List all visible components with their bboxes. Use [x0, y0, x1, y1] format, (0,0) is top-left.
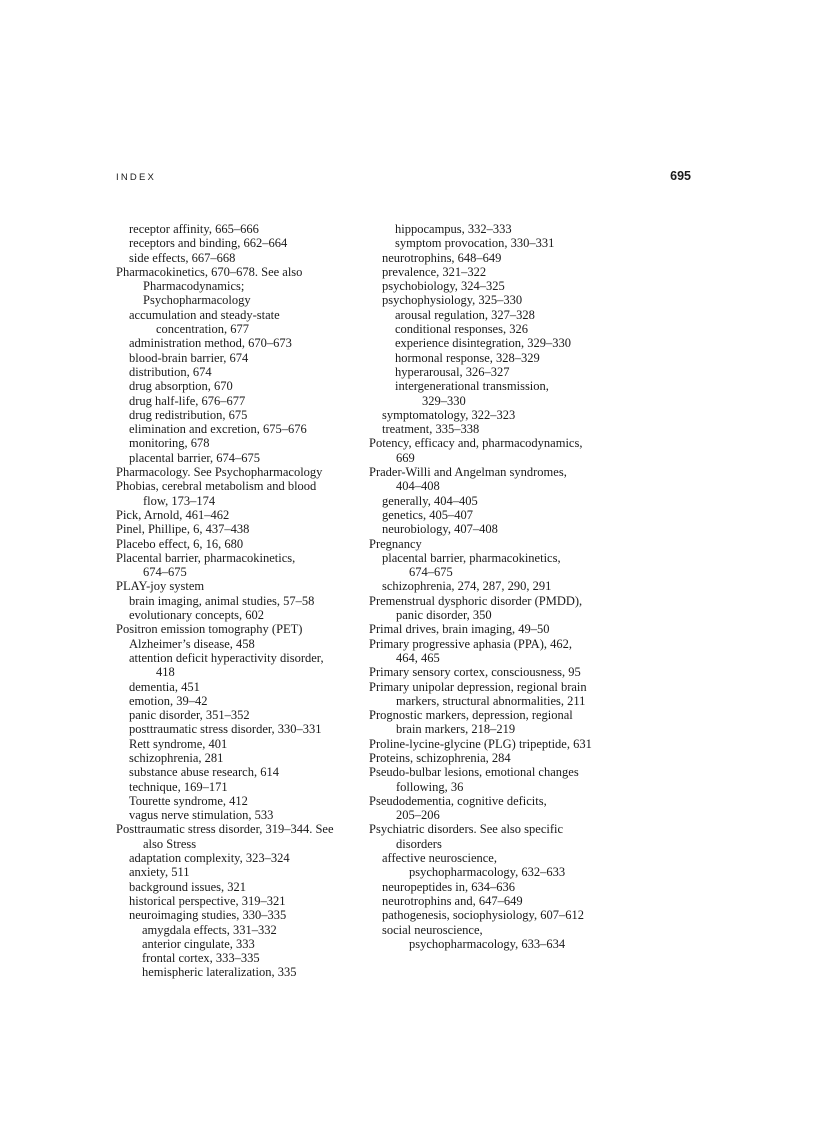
index-subentry: experience disintegration, 329–330 [395, 336, 571, 351]
index-subentry: receptor affinity, 665–666 [129, 222, 259, 236]
index-entry: Positron emission tomography (PET) [116, 622, 303, 637]
index-subentry: elimination and excretion, 675–676 [129, 422, 307, 437]
index-subentry: psychophysiology, 325–330 [382, 293, 523, 308]
index-subentry: neurobiology, 407–408 [382, 522, 498, 537]
index-subentry: anxiety, 511 [129, 865, 190, 880]
index-entry: PLAY-joy system [116, 579, 205, 594]
index-entry: Pharmacokinetics, 670–678. See also Pharmacodynamics; Psychopharmacology [116, 264, 303, 308]
index-subentry: intergenerational transmission, 329–330 [395, 379, 549, 408]
index-subentry: prevalence, 321–322 [382, 264, 487, 279]
index-subentry: neurotrophins and, 647–649 [382, 893, 523, 908]
index-entry: Pick, Arnold, 461–462 [116, 507, 230, 522]
index-entry: Psychiatric disorders. See also specific disorders [369, 822, 564, 851]
index-entry: Primary unipolar depression, regional brain markers, structural abnormalities, 211 [369, 679, 587, 708]
index-entry: Prognostic markers, depression, regional brain markers, 218–219 [369, 708, 573, 737]
index-entry: Pseudo-bulbar lesions, emotional changes following, 36 [369, 765, 579, 794]
index-subentry: technique, 169–171 [129, 779, 228, 794]
index-entry: Proteins, schizophrenia, 284 [369, 750, 511, 765]
index-entry: Proline-lycine-glycine (PLG) tripeptide, 631 [369, 736, 592, 751]
index-subentry: emotion, 39–42 [129, 693, 208, 708]
index-subentry: schizophrenia, 274, 287, 290, 291 [382, 579, 552, 594]
index-entry: Premenstrual dysphoric disorder (PMDD), panic disorder, 350 [369, 593, 583, 623]
index-subentry: amygdala effects, 331–332 [142, 922, 277, 937]
index-subentry: neuroimaging studies, 330–335 [129, 908, 287, 923]
index-subentry: anterior cingulate, 333 [142, 936, 255, 951]
index-entry: Potency, efficacy and, pharmacodynamics, 669 [369, 436, 583, 465]
index-subentry: monitoring, 678 [129, 436, 210, 451]
index-subentry: hyperarousal, 326–327 [395, 364, 510, 379]
index-subentry: conditional responses, 326 [395, 322, 528, 337]
index-entry: Pregnancy [369, 536, 422, 551]
index-column-right [369, 222, 639, 951]
index-subentry: hormonal response, 328–329 [395, 350, 540, 365]
index-subentry: brain imaging, animal studies, 57–58 [129, 593, 315, 608]
index-subentry: panic disorder, 351–352 [129, 708, 250, 723]
index-subentry: genetics, 405–407 [382, 507, 473, 522]
index-subentry: treatment, 335–338 [382, 422, 480, 437]
index-subentry: schizophrenia, 281 [129, 750, 224, 765]
running-head: INDEX [116, 172, 157, 183]
index-entry: Placental barrier, pharmacokinetics, 674–675 [116, 550, 296, 580]
index-subentry: drug absorption, 670 [129, 379, 233, 394]
index-subentry: arousal regulation, 327–328 [395, 307, 535, 322]
index-subentry: pathogenesis, sociophysiology, 607–612 [382, 908, 584, 923]
index-subentry: neurotrophins, 648–649 [382, 250, 502, 265]
index-entry: Posttraumatic stress disorder, 319–344. See also Stress [116, 822, 334, 851]
index-subentry: receptors and binding, 662–664 [129, 236, 288, 251]
index-entry: Pseudodementia, cognitive deficits, 205–206 [369, 793, 547, 823]
index-subentry: frontal cortex, 333–335 [142, 951, 260, 966]
index-entry: Placebo effect, 6, 16, 680 [116, 536, 244, 551]
index-entry: Primary sensory cortex, consciousness, 95 [369, 665, 581, 680]
index-entry: Phobias, cerebral metabolism and blood flow, 173–174 [116, 479, 317, 508]
index-subentry: generally, 404–405 [382, 493, 478, 508]
index-subentry: placental barrier, 674–675 [129, 450, 261, 465]
index-subentry: distribution, 674 [129, 364, 212, 379]
index-entry: Pharmacology. See Psychopharmacology [116, 465, 323, 480]
index-entry: Pinel, Phillipe, 6, 437–438 [116, 522, 250, 537]
index-subentry: neuropeptides in, 634–636 [382, 879, 515, 894]
index-subentry: Alzheimer’s disease, 458 [129, 636, 255, 651]
page-number: 695 [670, 169, 691, 183]
index-subentry: symptomatology, 322–323 [382, 407, 516, 422]
index-column-left [116, 222, 371, 980]
index-subentry: drug half-life, 676–677 [129, 393, 246, 408]
index-subentry: Rett syndrome, 401 [129, 736, 228, 751]
index-subentry: symptom provocation, 330–331 [395, 236, 555, 251]
index-subentry: vagus nerve stimulation, 533 [129, 808, 274, 823]
index-subentry: psychobiology, 324–325 [382, 279, 505, 294]
index-subentry: hippocampus, 332–333 [395, 222, 512, 236]
index-subentry: side effects, 667–668 [129, 250, 236, 265]
index-subentry: background issues, 321 [129, 879, 246, 894]
index-subentry: social neuroscience, psychopharmacology, 633–634 [382, 922, 566, 951]
index-entry: Primary progressive aphasia (PPA), 462, 464, 465 [369, 636, 572, 665]
index-entry: Primal drives, brain imaging, 49–50 [369, 622, 550, 637]
index-subentry: blood-brain barrier, 674 [129, 350, 249, 365]
index-subentry: hemispheric lateralization, 335 [142, 965, 297, 980]
index-subentry: drug redistribution, 675 [129, 407, 248, 422]
index-subentry: administration method, 670–673 [129, 336, 292, 351]
index-subentry: accumulation and steady-state concentration, 677 [129, 307, 280, 337]
index-entry: Prader-Willi and Angelman syndromes, 404–408 [369, 465, 567, 494]
index-subentry: evolutionary concepts, 602 [129, 608, 265, 623]
index-subentry: historical perspective, 319–321 [129, 893, 286, 908]
running-header [116, 169, 691, 192]
index-subentry: posttraumatic stress disorder, 330–331 [129, 722, 322, 737]
index-subentry: placental barrier, pharmacokinetics, 674–675 [382, 550, 561, 580]
index-subentry: dementia, 451 [129, 679, 200, 694]
index-subentry: affective neuroscience, psychopharmacology, 632–633 [382, 851, 566, 880]
index-subentry: Tourette syndrome, 412 [129, 793, 248, 808]
index-subentry: attention deficit hyperactivity disorder, 418 [129, 650, 324, 680]
index-subentry: adaptation complexity, 323–324 [129, 851, 290, 866]
index-subentry: substance abuse research, 614 [129, 765, 279, 780]
